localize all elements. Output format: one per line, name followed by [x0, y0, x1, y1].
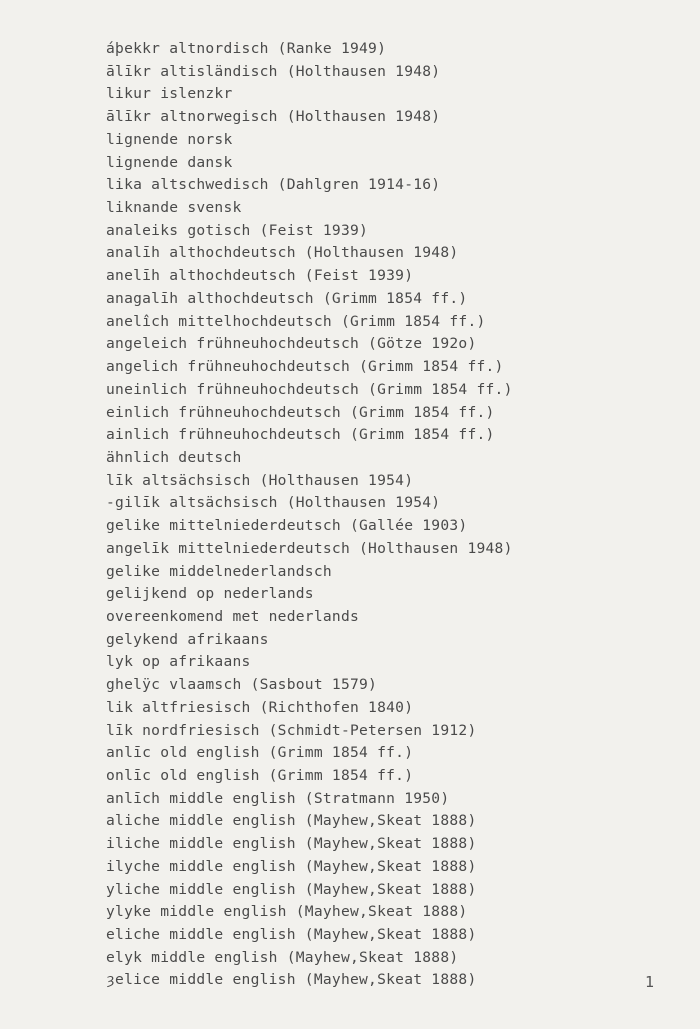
word-entry: elyk middle english (Mayhew,Skeat 1888)	[106, 948, 459, 966]
page-number: 1	[645, 973, 655, 991]
word-entry: yliche middle english (Mayhew,Skeat 1888)	[106, 880, 477, 898]
word-entry: analeiks gotisch (Feist 1939)	[106, 221, 369, 239]
word-entry: analīh althochdeutsch (Holthausen 1948)	[106, 244, 459, 262]
word-entry: lyk op afrikaans	[106, 653, 251, 671]
word-entry: gelike mittelniederdeutsch (Gallée 1903)	[106, 517, 468, 535]
word-entry: lignende norsk	[106, 130, 233, 148]
word-entry: līk nordfriesisch (Schmidt-Petersen 1912)	[106, 721, 477, 739]
word-entry: iliche middle english (Mayhew,Skeat 1888)	[106, 835, 477, 853]
word-entry: angeleich frühneuhochdeutsch (Götze 192o)	[106, 335, 477, 353]
word-entry: ilyche middle english (Mayhew,Skeat 1888)	[106, 857, 477, 875]
word-entry: áþekkr altnordisch (Ranke 1949)	[106, 40, 387, 57]
word-entry: angelich frühneuhochdeutsch (Grimm 1854 ff.)	[106, 358, 504, 376]
word-entry: uneinlich frühneuhochdeutsch (Grimm 1854 ff.)	[106, 380, 513, 398]
word-entry: einlich frühneuhochdeutsch (Grimm 1854 ff.)	[106, 403, 495, 421]
word-entry: anlīch middle english (Stratmann 1950)	[106, 789, 450, 807]
word-entry: ainlich frühneuhochdeutsch (Grimm 1854 ff.)	[106, 426, 495, 444]
word-entry: liknande svensk	[106, 199, 242, 217]
word-entry: ylyke middle english (Mayhew,Skeat 1888)	[106, 903, 468, 921]
word-entry: lika altschwedisch (Dahlgren 1914-16)	[106, 176, 441, 194]
word-entry: gelykend afrikaans	[106, 630, 269, 648]
word-entry: anelîch mittelhochdeutsch (Grimm 1854 ff.)	[106, 312, 486, 330]
word-entry: gelike middelnederlandsch	[106, 562, 332, 580]
word-entry: lik altfriesisch (Richthofen 1840)	[106, 698, 414, 716]
word-entry: anelīh althochdeutsch (Feist 1939)	[106, 267, 414, 285]
word-entry: anagalīh althochdeutsch (Grimm 1854 ff.)	[106, 289, 468, 307]
word-entry: anlīc old english (Grimm 1854 ff.)	[106, 744, 414, 762]
word-entry: ähnlich deutsch	[106, 448, 242, 466]
word-entry: līk altsächsisch (Holthausen 1954)	[106, 471, 414, 489]
word-entry: onlīc old english (Grimm 1854 ff.)	[106, 767, 414, 784]
word-entry: -gilīk altsächsisch (Holthausen 1954)	[106, 494, 441, 512]
word-entry: aliche middle english (Mayhew,Skeat 1888)	[106, 812, 477, 830]
word-entry: likur islenzkr	[106, 85, 233, 103]
word-list	[106, 38, 676, 992]
word-entry: ālīkr altnorwegisch (Holthausen 1948)	[106, 108, 441, 126]
word-entry: lignende dansk	[106, 153, 233, 171]
word-entry: ghelÿc vlaamsch (Sasbout 1579)	[106, 676, 378, 694]
word-entry: angelīk mittelniederdeutsch (Holthausen 1948)	[106, 539, 513, 557]
word-entry: eliche middle english (Mayhew,Skeat 1888)	[106, 926, 477, 944]
word-entry: overeenkomend met nederlands	[106, 607, 360, 625]
word-entry: gelijkend op nederlands	[106, 585, 314, 603]
word-entry: ālīkr altisländisch (Holthausen 1948)	[106, 62, 441, 80]
word-entry: ȝelice middle english (Mayhew,Skeat 1888)	[106, 971, 477, 989]
